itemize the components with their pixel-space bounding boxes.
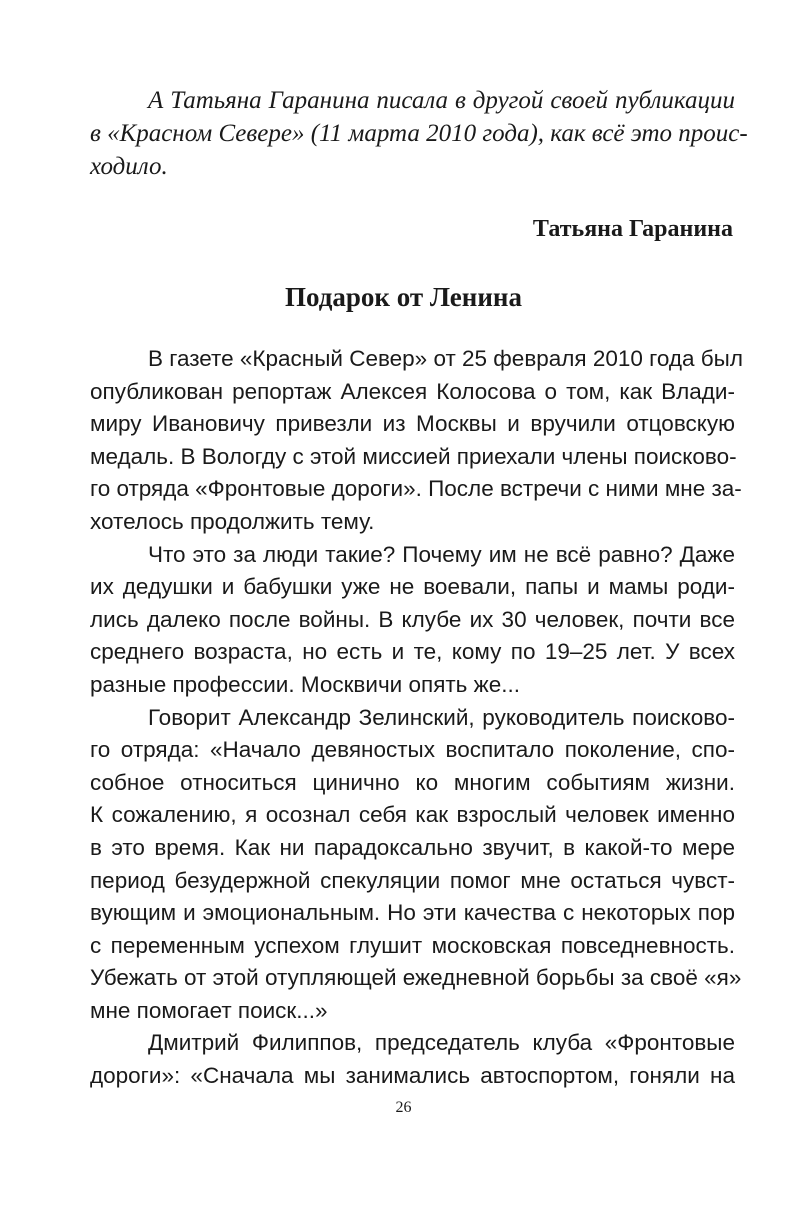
text-line: вующим и эмоциональным. Но эти качества с некоторых пор [90, 900, 735, 926]
text-line: Убежать от этой отупляющей ежедневной борьбы за своё «я» [90, 965, 742, 991]
text-line: миру Ивановичу привезли из Москвы и вручили отцовскую [90, 411, 735, 437]
text-line: опубликован репортаж Алексея Колосова о том, как Влади- [90, 378, 735, 404]
page-number: 26 [395, 1099, 412, 1116]
text-line: собное относиться цинично ко многим событиям жизни. [90, 769, 735, 795]
paragraph [90, 702, 742, 1028]
text-line: мне помогает поиск...» [90, 997, 328, 1023]
text-line: период безудержной спекуляции помог мне остаться чувст- [90, 867, 735, 893]
intro-line: в «Красном Севере» (11 марта 2010 года), как всё это проис- [90, 120, 748, 147]
text-line: разные профессии. Москвичи опять же... [90, 671, 520, 697]
text-line: их дедушки и бабушки уже не воевали, папы и мамы роди- [90, 574, 735, 600]
text-line: К сожалению, я осознал себя как взрослый человек именно [90, 802, 735, 828]
paragraph [90, 539, 735, 702]
text-line: го отряда: «Начало девяностых воспитало поколение, спо- [90, 737, 735, 763]
intro-italic-paragraph [90, 84, 748, 183]
text-line: Говорит Александр Зелинский, руководитель поисково- [148, 704, 735, 730]
paragraph [90, 1027, 735, 1092]
text-line: Что это за люди такие? Почему им не всё равно? Даже [148, 541, 735, 567]
text-line: хотелось продолжить тему. [90, 508, 375, 534]
intro-line: А Татьяна Гаранина писала в другой своей публикации [148, 87, 735, 114]
article-title: Подарок от Ленина [285, 282, 522, 312]
text-line: в это время. Как ни парадоксально звучит, в какой-то мере [90, 834, 735, 860]
text-line: го отряда «Фронтовые дороги». После встречи с ними мне за- [90, 476, 742, 502]
intro-line: ходило. [90, 153, 168, 180]
paragraph [90, 343, 743, 539]
text-line: среднего возраста, но есть и те, кому по 19–25 лет. У всех [90, 639, 735, 665]
text-line: лись далеко после войны. В клубе их 30 человек, почти все [90, 606, 735, 632]
text-line: медаль. В Вологду с этой миссией приехали члены поисково- [90, 443, 737, 469]
author-name: Татьяна Гаранина [532, 216, 733, 242]
text-line: В газете «Красный Север» от 25 февраля 2010 года был [148, 346, 743, 371]
text-line: с переменным успехом глушит московская повседневность. [90, 932, 735, 958]
text-line: дороги»: «Сначала мы занимались автоспортом, гоняли на [90, 1063, 735, 1089]
text-line: Дмитрий Филиппов, председатель клуба «Фронтовые [148, 1030, 735, 1056]
article-body [90, 343, 743, 1093]
